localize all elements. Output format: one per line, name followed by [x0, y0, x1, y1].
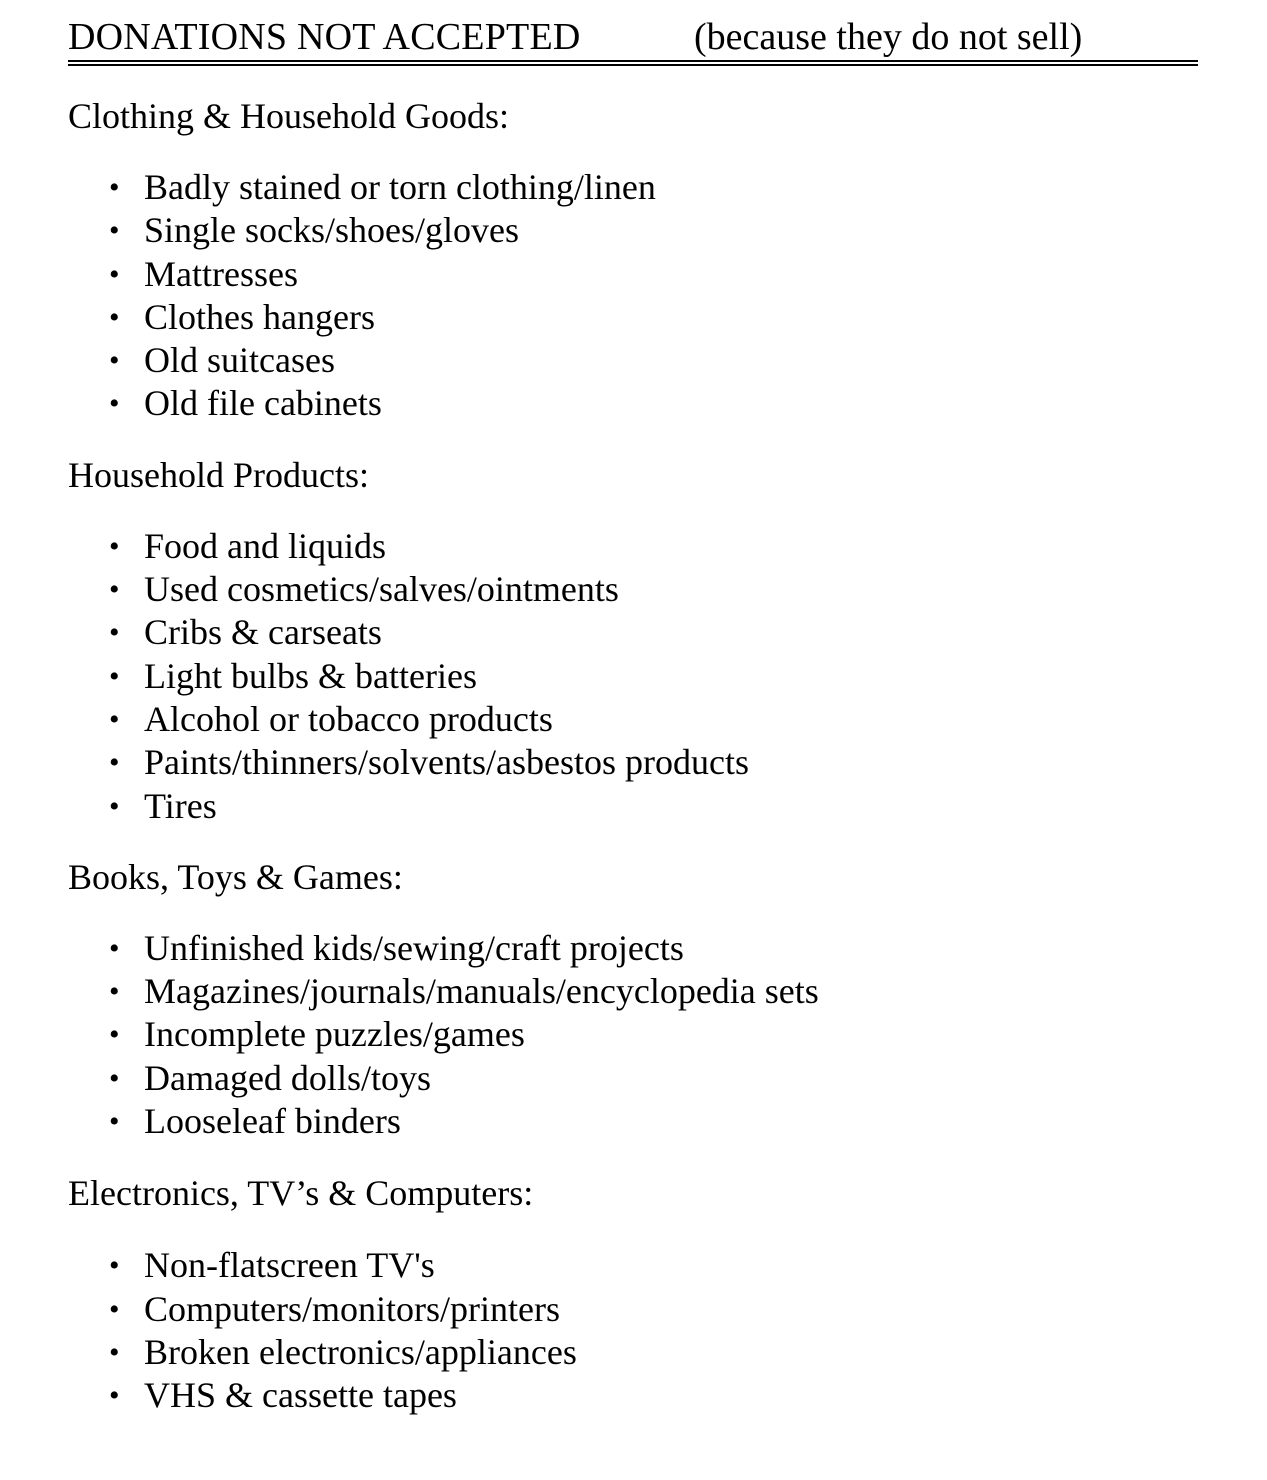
- bullet-icon: •: [109, 1249, 120, 1283]
- bullet-icon: •: [109, 1335, 120, 1369]
- list-item: [68, 382, 1198, 425]
- list-item-text: Cribs & carseats: [144, 612, 382, 653]
- list-item: [68, 339, 1198, 382]
- section-heading: Clothing & Household Goods:: [68, 96, 510, 136]
- list-item-text: Alcohol or tobacco products: [144, 698, 553, 739]
- bullet-icon: •: [109, 300, 120, 334]
- section-heading: Books, Toys & Games:: [68, 856, 403, 897]
- list-item-text: Badly stained or torn clothing/linen: [144, 167, 656, 207]
- bullet-icon: •: [109, 387, 120, 421]
- list-item-text: Incomplete puzzles/games: [144, 1014, 525, 1055]
- list-item: [68, 1100, 1198, 1143]
- list-item-text: Non-flatscreen TV's: [144, 1245, 435, 1286]
- bullet-icon: •: [109, 257, 120, 291]
- bullet-icon: •: [109, 702, 120, 736]
- list-item-text: Paints/thinners/solvents/asbestos products: [144, 742, 749, 783]
- list-item-text: Food and liquids: [144, 525, 387, 566]
- title-double-rule: [68, 60, 1198, 66]
- section-heading: Household Products:: [68, 454, 369, 495]
- list-item: [68, 166, 1198, 209]
- item-list: [68, 1244, 1198, 1417]
- list-item: [68, 525, 1198, 568]
- bullet-icon: •: [109, 746, 120, 780]
- list-item: [68, 296, 1198, 339]
- bullet-icon: •: [109, 975, 120, 1009]
- bullet-icon: •: [109, 1061, 120, 1095]
- section-heading: Electronics, TV’s & Computers:: [68, 1173, 534, 1214]
- bullet-icon: •: [109, 1105, 120, 1139]
- list-item: [68, 970, 1198, 1013]
- list-item-text: Unfinished kids/sewing/craft projects: [144, 927, 684, 968]
- list-item: [68, 1057, 1198, 1100]
- section-household-products: [68, 454, 1198, 828]
- bullet-icon: •: [109, 529, 120, 563]
- list-item-text: VHS & cassette tapes: [144, 1375, 457, 1416]
- bullet-icon: •: [109, 1379, 120, 1413]
- list-item: [68, 611, 1198, 654]
- bullet-icon: •: [109, 1018, 120, 1052]
- list-item: [68, 1331, 1198, 1374]
- document-subtitle: (because they do not sell): [694, 16, 1083, 58]
- list-item-text: Mattresses: [144, 253, 298, 294]
- item-list: [68, 166, 1198, 426]
- list-item-text: Single socks/shoes/gloves: [144, 210, 519, 251]
- section-books-toys-games: [68, 856, 1198, 1143]
- list-item-text: Magazines/journals/manuals/encyclopedia sets: [144, 971, 819, 1012]
- list-item-text: Computers/monitors/printers: [144, 1288, 560, 1329]
- list-item: [68, 1288, 1198, 1331]
- bullet-icon: •: [109, 616, 120, 650]
- list-item: [68, 655, 1198, 698]
- document-page: [68, 14, 1198, 1418]
- list-item-text: Old suitcases: [144, 340, 335, 381]
- bullet-icon: •: [109, 214, 120, 248]
- list-item: [68, 568, 1198, 611]
- list-item: [68, 741, 1198, 784]
- list-item-text: Used cosmetics/salves/ointments: [144, 569, 619, 610]
- section-electronics-tvs-computers: [68, 1172, 1198, 1417]
- list-item-text: Looseleaf binders: [144, 1101, 401, 1142]
- bullet-icon: •: [109, 171, 120, 204]
- list-item: [68, 927, 1198, 970]
- bullet-icon: •: [109, 659, 120, 693]
- list-item-text: Clothes hangers: [144, 296, 375, 337]
- list-item: [68, 253, 1198, 296]
- bullet-icon: •: [109, 573, 120, 607]
- list-item-text: Old file cabinets: [144, 383, 382, 424]
- title-row: [68, 14, 1198, 60]
- list-item-text: Light bulbs & batteries: [144, 655, 477, 696]
- list-item: [68, 1374, 1198, 1417]
- list-item: [68, 698, 1198, 741]
- list-item-text: Tires: [144, 785, 217, 826]
- item-list: [68, 525, 1198, 828]
- item-list: [68, 927, 1198, 1143]
- list-item: [68, 1013, 1198, 1056]
- list-item: [68, 209, 1198, 252]
- list-item: [68, 1244, 1198, 1287]
- bullet-icon: •: [109, 789, 120, 823]
- list-item-text: Damaged dolls/toys: [144, 1057, 431, 1098]
- document-title: DONATIONS NOT ACCEPTED: [68, 16, 581, 58]
- bullet-icon: •: [109, 344, 120, 378]
- bullet-icon: •: [109, 931, 120, 965]
- list-item-text: Broken electronics/appliances: [144, 1331, 577, 1372]
- section-clothing-household-goods: [68, 95, 1198, 426]
- list-item: [68, 785, 1198, 828]
- bullet-icon: •: [109, 1292, 120, 1326]
